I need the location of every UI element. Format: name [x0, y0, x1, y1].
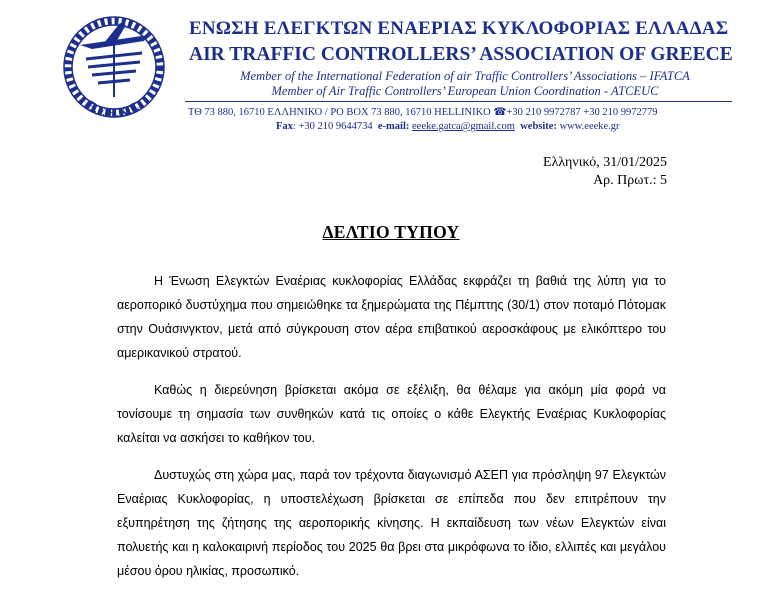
org-name-english: AIR TRAFFIC CONTROLLERS’ ASSOCIATION OF GREECE: [189, 44, 733, 65]
contact-fax-email-line: [276, 121, 736, 132]
membership-ifatca: Member of the International Federation of air Traffic Controllers’ Associations – IFATCA: [240, 69, 690, 83]
protocol-number: Αρ. Πρωτ.: 5: [593, 173, 667, 188]
logo-caption: E.E.E.K.E.: [84, 97, 145, 121]
document-date: Ελληνικό, 31/01/2025: [543, 155, 667, 170]
phone-numbers: +30 210 9972787 +30 210 9972779: [506, 107, 658, 118]
paragraph: Δυστυχώς στη χώρα μας, παρά τον τρέχοντα διαγωνισμό ΑΣΕΠ για πρόσληψη 97 Ελεγκτών Εναέριας Κυκλοφορίας, η υποστελέχωση βρίσκεται σε επίπεδα που δεν επιτρέπουν την εξυπηρέτηση της ζήτησης της αεροπορικής κίνησης. Η εκπαίδευση των νέων Ελεγκτών είναι πολυετής και η καλοκαιρινή περίοδος του 2025 θα βρει στα μικρόφωνα το ίδιο, ελλιπές και μεγάλου μέσου όρου ηλικίας, προσωπικό.: [117, 468, 666, 578]
phone-icon: ☎: [493, 107, 507, 118]
logo-emblem-icon: [52, 15, 177, 130]
fax-label: Fax: [276, 121, 293, 132]
email-label: e-mail:: [377, 121, 410, 132]
postal-address: ΤΘ 73 880, 16710 ΕΛΛΗΝΙΚΟ / PO BOX 73 880, 16710 HELLINIKO: [188, 107, 491, 118]
header-divider: [185, 101, 732, 102]
fax-number: : +30 210 9644734: [292, 121, 373, 132]
email-link[interactable]: eeeke.gatca@gmail.com: [412, 121, 515, 132]
membership-atceuc: Member of Air Traffic Controllers’ European Union Coordination - ATCEUC: [271, 84, 659, 98]
paragraph: Η Ένωση Ελεγκτών Εναέριας κυκλοφορίας Ελλάδας εκφράζει τη βαθιά της λύπη για το αεροπορικό δυστύχημα που σημειώθηκε τα ξημερώματα της Πέμπτης (30/1) στον ποταμό Πότομακ στην Ουάσινγκτον, μετά από σύγκρουση στον αέρα επιβατικού αεροσκάφους με ελικόπτερο του αμερικανικού στρατού.: [117, 274, 666, 360]
association-logo: [52, 15, 177, 130]
org-name-greek: ΕΝΩΣΗ ΕΛΕΓΚΤΩΝ ΕΝΑΕΡΙΑΣ ΚΥΚΛΟΦΟΡΙΑΣ ΕΛΛΑΔΑΣ: [189, 18, 729, 39]
website-label: website:: [520, 121, 557, 132]
document-title: ΔΕΛΤΙΟ ΤΥΠΟΥ: [322, 222, 460, 242]
document-body: [117, 269, 666, 596]
contact-address-line: [188, 106, 733, 118]
website-link[interactable]: www.eeeke.gr: [559, 121, 620, 132]
paragraph: Καθώς η διερεύνηση βρίσκεται ακόμα σε εξέλιξη, θα θέλαμε για ακόμη μία φορά να τονίσουμε τη σημασία των συνθηκών κατά τις οποίες ο κάθε Ελεγκτής Εναέριας Κυκλοφορίας καλείται να ασκήσει το καθήκον του.: [117, 383, 666, 445]
